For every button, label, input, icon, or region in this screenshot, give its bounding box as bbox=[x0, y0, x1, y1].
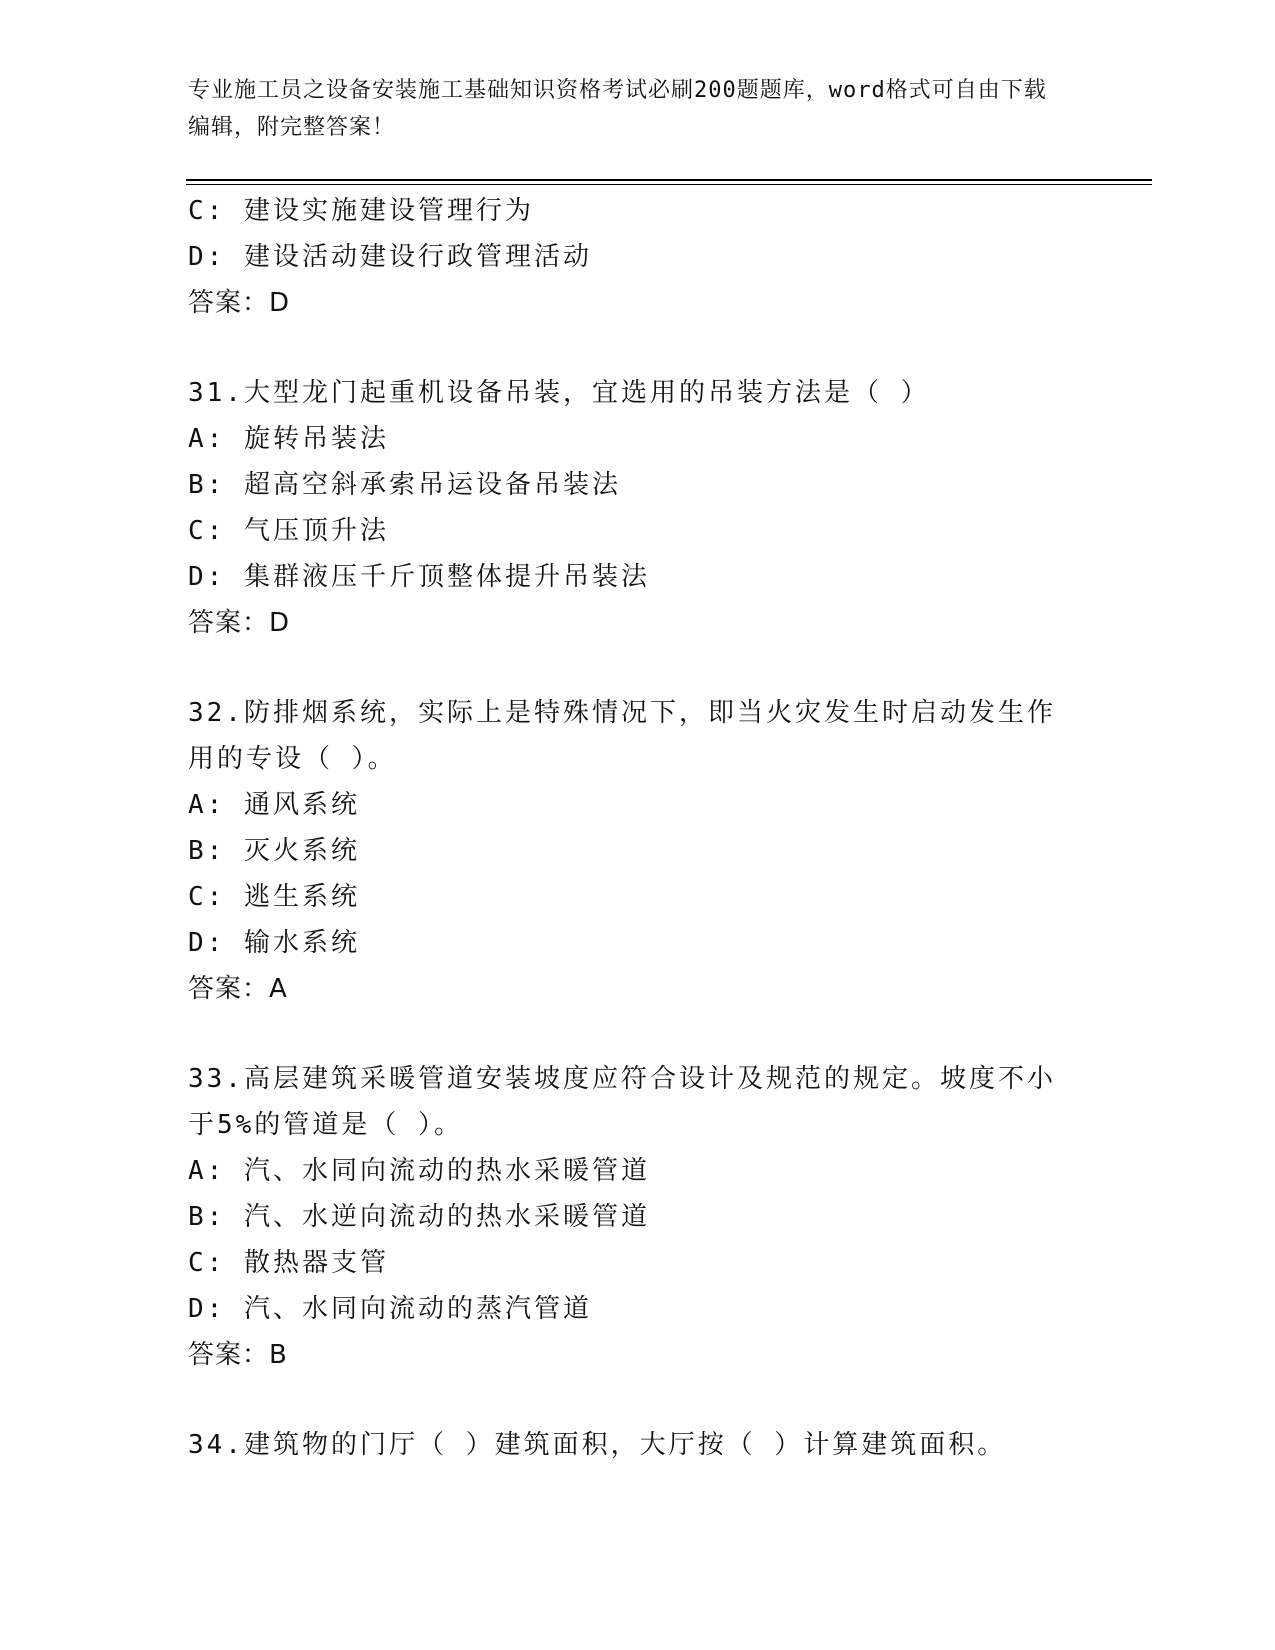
option-a bbox=[188, 416, 1088, 462]
option-text: 气压顶升法 bbox=[243, 516, 389, 546]
option-c bbox=[188, 1240, 1088, 1286]
option-c bbox=[188, 188, 1088, 234]
answer-line: 答案：D bbox=[188, 608, 291, 638]
option-text: 汽、水同向流动的热水采暖管道 bbox=[243, 1156, 650, 1186]
question-stem-33: 33.高层建筑采暖管道安装坡度应符合设计及规范的规定。坡度不小于5%的管道是（ ）。 bbox=[188, 1064, 1056, 1140]
page-header: 专业施工员之设备安装施工基础知识资格考试必刷200题题库，word格式可自由下载编辑，附完整答案！ bbox=[188, 78, 1047, 140]
option-letter: D: bbox=[188, 562, 226, 592]
option-letter: A: bbox=[188, 1156, 226, 1186]
option-letter: D: bbox=[188, 928, 226, 958]
option-b bbox=[188, 828, 1088, 874]
option-text: 建设活动建设行政管理活动 bbox=[243, 242, 592, 272]
option-text: 通风系统 bbox=[243, 790, 360, 820]
option-text: 散热器支管 bbox=[243, 1248, 389, 1278]
option-c bbox=[188, 508, 1088, 554]
option-d bbox=[188, 554, 1088, 600]
option-text: 灭火系统 bbox=[243, 836, 360, 866]
option-letter: C: bbox=[188, 516, 226, 546]
option-c bbox=[188, 874, 1088, 920]
option-text: 超高空斜承索吊运设备吊装法 bbox=[243, 470, 621, 500]
option-text: 旋转吊装法 bbox=[243, 424, 389, 454]
option-b bbox=[188, 1194, 1088, 1240]
answer-line: 答案：A bbox=[188, 974, 288, 1004]
option-letter: C: bbox=[188, 882, 226, 912]
answer-line: 答案：D bbox=[188, 288, 291, 318]
option-a bbox=[188, 1148, 1088, 1194]
answer-line: 答案：B bbox=[188, 1340, 288, 1370]
option-d bbox=[188, 920, 1088, 966]
question-stem-32: 32.防排烟系统，实际上是特殊情况下，即当火灾发生时启动发生作用的专设（ ）。 bbox=[188, 698, 1056, 774]
question-stem-34: 34.建筑物的门厅（ ）建筑面积，大厅按（ ）计算建筑面积。 bbox=[188, 1430, 1007, 1460]
option-text: 集群液压千斤顶整体提升吊装法 bbox=[243, 562, 650, 592]
option-text: 建设实施建设管理行为 bbox=[243, 196, 534, 226]
option-letter: C: bbox=[188, 196, 226, 226]
option-a bbox=[188, 782, 1088, 828]
option-letter: A: bbox=[188, 790, 226, 820]
option-text: 逃生系统 bbox=[243, 882, 360, 912]
header-divider-thick bbox=[186, 179, 1152, 181]
option-text: 输水系统 bbox=[243, 928, 360, 958]
option-text: 汽、水逆向流动的热水采暖管道 bbox=[243, 1202, 650, 1232]
option-letter: A: bbox=[188, 424, 226, 454]
option-letter: D: bbox=[188, 1294, 226, 1324]
option-letter: B: bbox=[188, 470, 226, 500]
option-letter: C: bbox=[188, 1248, 226, 1278]
option-letter: B: bbox=[188, 836, 226, 866]
question-stem-31: 31.大型龙门起重机设备吊装，宜选用的吊装方法是（ ） bbox=[188, 378, 930, 408]
option-d bbox=[188, 234, 1088, 280]
option-letter: B: bbox=[188, 1202, 226, 1232]
option-b bbox=[188, 462, 1088, 508]
header-divider-thin bbox=[186, 184, 1152, 185]
document-body bbox=[188, 188, 1088, 1468]
option-letter: D: bbox=[188, 242, 226, 272]
option-text: 汽、水同向流动的蒸汽管道 bbox=[243, 1294, 592, 1324]
option-d bbox=[188, 1286, 1088, 1332]
